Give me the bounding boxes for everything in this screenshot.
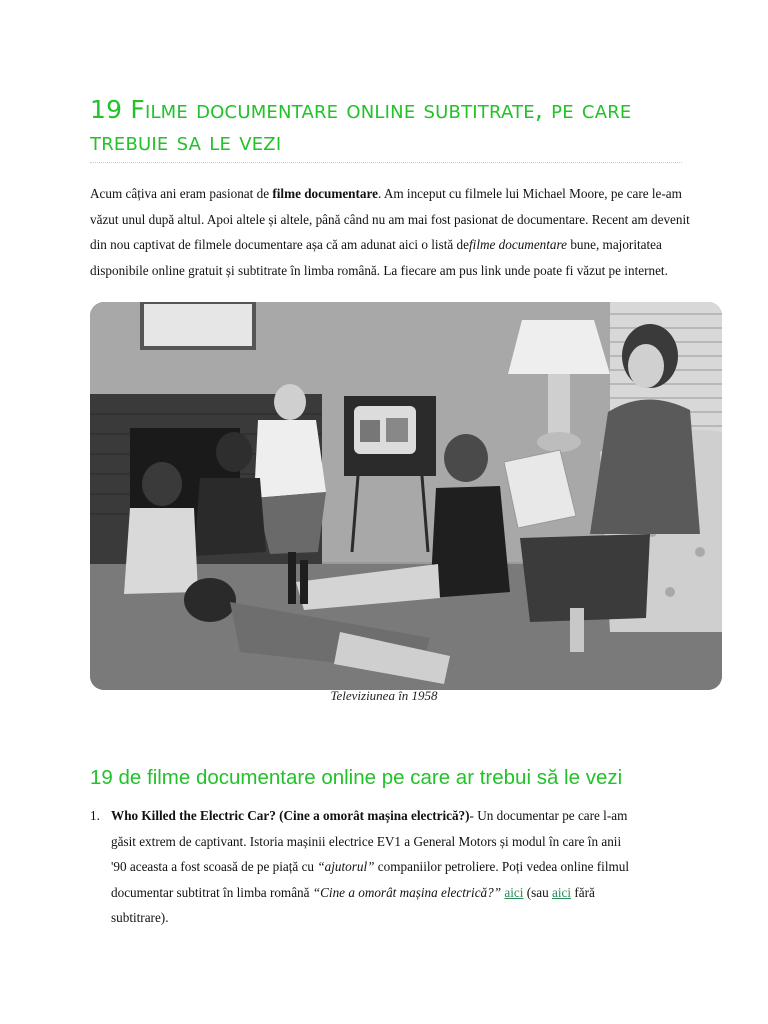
watch-link-subtitled[interactable]: aici — [504, 884, 524, 900]
list-item-text-2: companiilor petroliere. Poți vedea online filmul documentar subtitrat în limba română — [111, 859, 630, 900]
intro-text-1: Acum câțiva ani eram pasionat de — [90, 186, 273, 201]
list-item-text-5: fără subtitrare). — [111, 884, 595, 925]
intro-text-2: . Am inceput cu filmele lui Michael Moore, pe care le-am văzut unul după altul. Apoi altele și altele, până când nu am mai fost pasionat de documentare. Recent am devenit din nou captivat de filmele documentare așa că am adunat aici o listă de — [90, 186, 690, 252]
watch-link-unsubtitled[interactable]: aici — [552, 884, 572, 900]
list-item-italic-1: “ajutorul” — [317, 859, 375, 874]
intro-bold-1: filme documentare — [272, 186, 378, 201]
article-title: 19 Filme documentare online subtitrate, pe care trebuie sa le vezi — [90, 95, 632, 156]
family-watching-tv-photo — [90, 302, 722, 690]
intro-paragraph — [90, 181, 694, 283]
list-item-text — [111, 803, 639, 931]
list-item-text-4: (sau — [523, 884, 553, 900]
section-heading: 19 de filme documentare online pe care ar trebui să le vezi — [90, 766, 623, 789]
intro-text-3: bune, majoritatea disponibile online gratuit și subtitrate în limba română. La fiecare am pus link unde poate fi văzut pe internet. — [90, 237, 668, 278]
list-item-text-1: - Un documentar pe care l-am găsit extrem de captivant. Istoria mașinii electrice EV1 a General Motors și modul în care în anii '90 aceasta a fost scoasă de pe piață cu — [111, 808, 628, 874]
list-item-number: 1. — [90, 808, 100, 823]
image-caption: Televiziunea în 1958 — [330, 688, 438, 703]
title-divider — [90, 162, 682, 163]
photo-illustration — [90, 302, 722, 690]
list-item-italic-2: “Cine a omorât mașina electrică?” — [312, 884, 502, 900]
list-item-title: Who Killed the Electric Car? (Cine a omorât mașina electrică?) — [111, 808, 470, 823]
intro-italic-1: filme documentare — [469, 237, 568, 252]
